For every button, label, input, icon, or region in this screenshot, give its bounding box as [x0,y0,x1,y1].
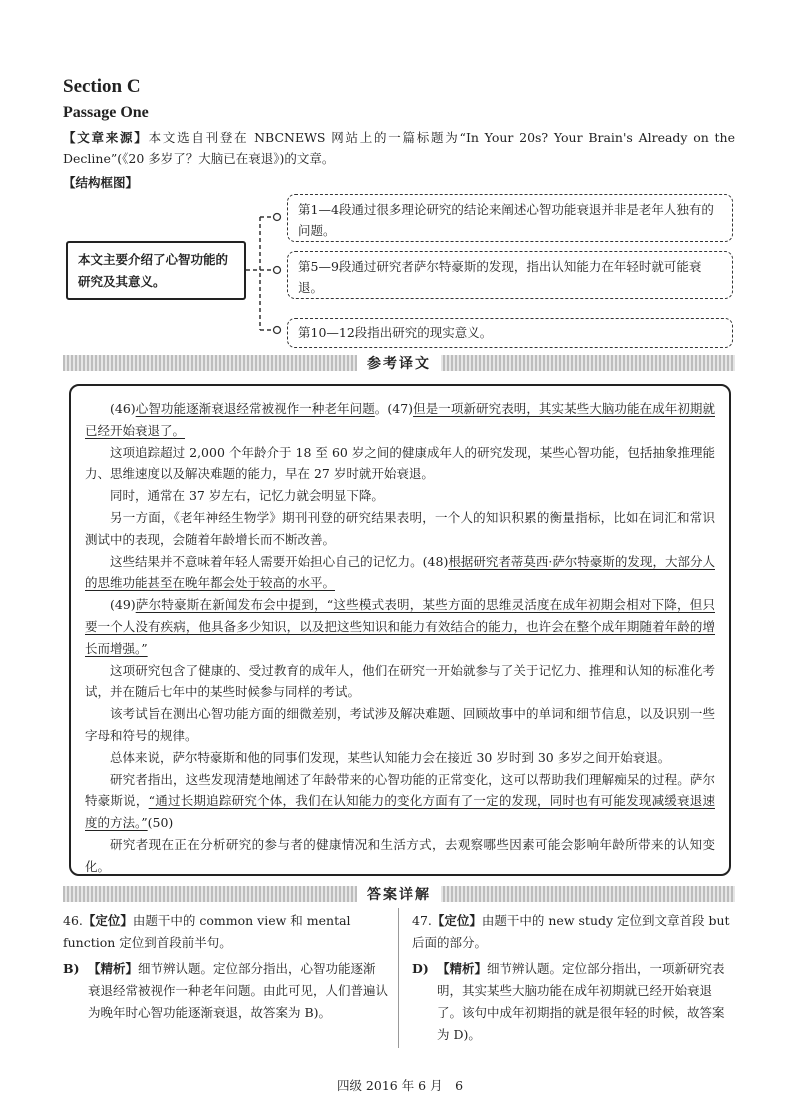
q47-locate: 47.【定位】由题干中的 new study 定位到文章首段 but 后面的部分。 [412,913,730,950]
q46-analysis: 【精析】细节辨认题。定位部分指出，心智功能逐渐衰退经常被视作一种老年问题。由此可见，人们普遍认为晚年时心智功能逐渐衰退，故答案为 B)。 [88,961,389,1020]
q47-answer: D) [412,961,429,976]
passage-heading: Passage One [63,104,149,121]
answers-banner [63,886,735,902]
source-paragraph [63,127,735,169]
trans-p7: 这项研究包含了健康的、受过教育的成年人，他们在研究一开始就参与了关于记忆力、推理和认知的标准化考试，并在随后七年中的某些时候参与同样的考试。 [85,662,715,700]
section-heading: Section C [63,76,141,97]
trans-p9: 总体来说，萨尔特豪斯和他的同事们发现，某些认知能力会在接近 30 岁时到 30 多岁之间开始衰退。 [110,749,671,765]
source-label: 【文章来源】 [63,130,149,145]
trans-p6: (49)萨尔特豪斯在新闻发布会中提到，“这些模式表明，某些方面的思维灵活度在成年初期会相对下降，但只要一个人没有疾病，他具备多少知识，以及把这些知识和能力有效结合的能力，也许会在整个成年期随着年龄的增长而增强。” [85,597,715,656]
structure-label: 【结构框图】 [63,175,139,190]
column-divider [398,908,399,1048]
translation-banner [63,355,735,371]
page-footer: 四级 2016 年 6 月 6 [336,1078,464,1093]
trans-p5: 这些结果并不意味着年轻人需要开始担心自己的记忆力。(48)根据研究者蒂莫西·萨尔特豪斯的发现，大部分人的思维功能甚至在晚年都会处于较高的水平。 [85,553,715,591]
trans-p10: 研究者指出，这些发现清楚地阐述了年龄带来的心智功能的正常变化，这可以帮助我们理解痴呆的过程。萨尔特豪斯说，“通过长期追踪研究个体，我们在认知能力的变化方面有了一定的发现，同时也有可能发现减缓衰退速度的方法。”(50) [85,771,715,831]
trans-p8: 该考试旨在测出心智功能方面的细微差别，考试涉及解决难题、回顾故事中的单词和细节信息，以及识别一些字母和符号的规律。 [85,706,715,743]
translation-title: 参考译文 [357,353,441,373]
structure-item-3: 第10—12段指出研究的现实意义。 [287,318,733,348]
answers-title: 答案详解 [357,884,441,904]
trans-p2: 这项追踪超过 2,000 个年龄介于 18 至 60 岁之间的健康成年人的研究发现，某些心智功能，包括抽象推理能力、思维速度以及解决难题的能力，早在 27 岁时就开始衰退。 [85,444,715,482]
trans-p11: 研究者现在正在分析研究的参与者的健康情况和生活方式，去观察哪些因素可能会影响年龄所带来的认知变化。 [85,836,715,874]
structure-item-1: 第1—4段通过很多理论研究的结论来阐述心智功能衰退并非是老年人独有的问题。 [287,194,733,242]
structure-main-box: 本文主要介绍了心智功能的研究及其意义。 [66,241,246,300]
source-text: 本文选自刊登在 NBCNEWS 网站上的一篇标题为“In Your 20s? Your Brain's Already on the Decline”(《20 多岁了？大脑已在衰退》)的文章。 [63,130,735,166]
structure-connector [246,205,286,345]
q47-analysis: 【精析】细节辨认题。定位部分指出，一项新研究表明，其实某些大脑功能在成年初期就已经开始衰退了。该句中成年初期指的就是很年轻的时候，故答案为 D)。 [437,961,725,1042]
trans-p3: 同时，通常在 37 岁左右，记忆力就会明显下降。 [110,488,384,504]
trans-p1: (46)心智功能逐渐衰退经常被视作一种老年问题。(47)但是一项新研究表明，其实某些大脑功能在成年初期就已经开始衰退了。 [85,401,715,438]
q46-locate: 46.【定位】由题干中的 common view 和 mental function 定位到首段前半句。 [63,913,351,950]
trans-p4: 另一方面，《老年神经生物学》期刊刊登的研究结果表明，一个人的知识积累的衡量指标，比如在词汇和常识测试中的表现，会随着年龄增长而不断改善。 [85,509,715,547]
q46-answer: B) [63,961,80,976]
translation-box [69,384,731,876]
structure-item-2: 第5—9段通过研究者萨尔特豪斯的发现，指出认知能力在年轻时就可能衰退。 [287,251,733,299]
